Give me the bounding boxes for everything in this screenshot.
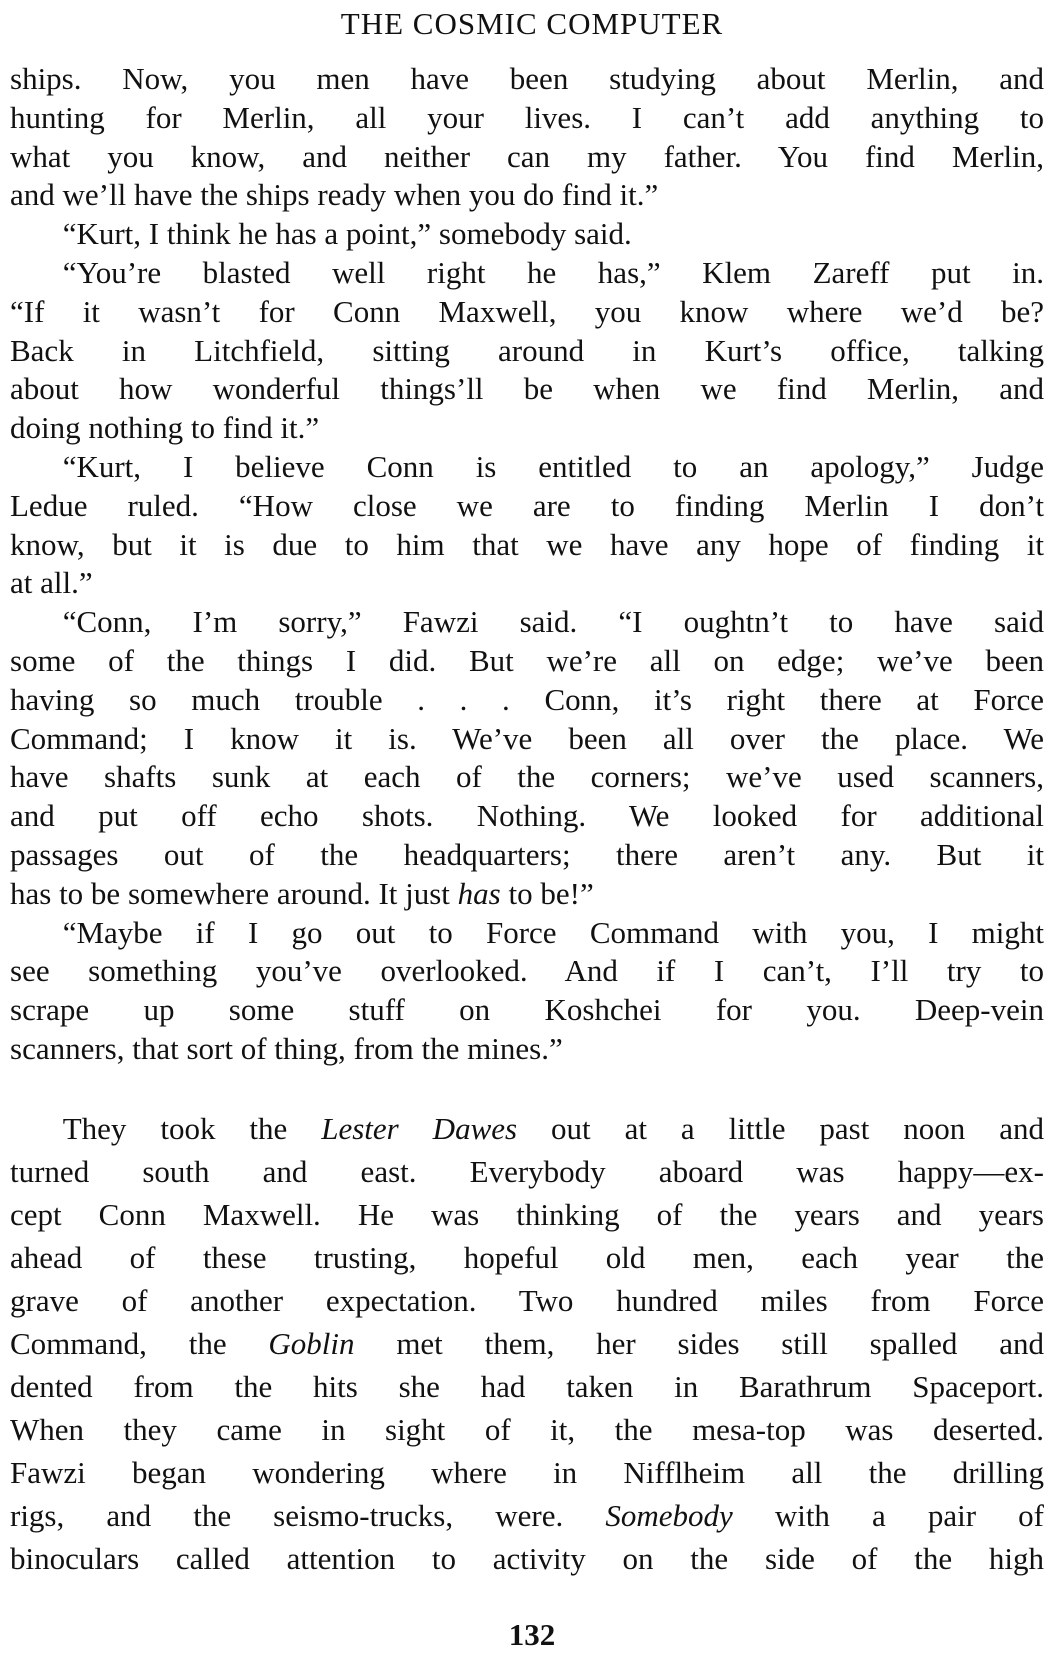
text-line: binoculars called attention to activity on the side of the high — [10, 1540, 1044, 1576]
text-line: rigs, and the seismo-trucks, were. Somebody with a pair of — [10, 1497, 1045, 1533]
text-line: at all.” — [10, 565, 93, 601]
text-line: “You’re blasted well right he has,” Klem Zareff put in. — [62, 254, 1044, 290]
text-line: ships. Now, you men have been studying about Merlin, and — [10, 61, 1044, 96]
text-line: some of the things I did. But we’re all on edge; we’ve been — [10, 642, 1044, 678]
text-line: They took the Lester Dawes out at a little past noon and — [62, 1110, 1045, 1146]
text-line: what you know, and neither can my father. You find Merlin, — [10, 138, 1044, 174]
text-line: dented from the hits she had taken in Barathrum Spaceport. — [10, 1368, 1044, 1404]
text-line: has to be somewhere around. It just has to be!” — [10, 875, 594, 911]
text-line: hunting for Merlin, all your lives. I can’t add anything to — [10, 99, 1044, 135]
text-line: Back in Litchfield, sitting around in Kurt’s office, talking — [10, 332, 1044, 368]
text-section-2 — [10, 1107, 1044, 1580]
text-line: and we’ll have the ships ready when you do find it.” — [10, 177, 659, 213]
running-head: THE COSMIC COMPUTER — [340, 6, 724, 41]
text-line: “Conn, I’m sorry,” Fawzi said. “I oughtn’t to have said — [62, 604, 1044, 640]
text-line: When they came in sight of it, the mesa-top was deserted. — [10, 1411, 1044, 1447]
text-line: “Kurt, I think he has a point,” somebody said. — [62, 216, 632, 252]
text-line: scanners, that sort of thing, from the mines.” — [10, 1030, 563, 1066]
text-line: about how wonderful things’ll be when we find Merlin, and — [10, 371, 1044, 407]
text-line: know, but it is due to him that we have any hope of finding it — [10, 526, 1044, 562]
body-text — [10, 60, 1044, 1580]
text-line: “Kurt, I believe Conn is entitled to an apology,” Judge — [62, 448, 1044, 484]
text-line: see something you’ve overlooked. And if I can’t, I’ll try to — [10, 953, 1044, 989]
text-line: “If it wasn’t for Conn Maxwell, you know where we’d be? — [10, 293, 1044, 329]
text-line: ahead of these trusting, hopeful old men, each year the — [10, 1239, 1044, 1275]
text-line: Command; I know it is. We’ve been all over the place. We — [10, 720, 1044, 756]
text-line: have shafts sunk at each of the corners; we’ve used scanners, — [10, 759, 1044, 795]
text-line: having so much trouble . . . Conn, it’s right there at Force — [10, 681, 1044, 717]
text-line: scrape up some stuff on Koshchei for you. Deep-vein — [10, 992, 1044, 1028]
page-number: 132 — [508, 1617, 556, 1652]
text-line: Command, the Goblin met them, her sides still spalled and — [10, 1325, 1044, 1361]
text-line: “Maybe if I go out to Force Command with you, I might — [62, 914, 1044, 950]
text-line: and put off echo shots. Nothing. We looked for additional — [10, 798, 1044, 834]
text-line: doing nothing to find it.” — [10, 410, 320, 446]
text-line: cept Conn Maxwell. He was thinking of the years and years — [10, 1196, 1044, 1232]
text-line: Ledue ruled. “How close we are to finding Merlin I don’t — [10, 487, 1044, 523]
text-line: turned south and east. Everybody aboard was happy—ex- — [10, 1153, 1044, 1189]
text-section-1 — [10, 60, 1044, 1069]
text-line: Fawzi began wondering where in Nifflheim all the drilling — [10, 1454, 1044, 1490]
text-line: passages out of the headquarters; there aren’t any. But it — [10, 836, 1044, 872]
text-line: grave of another expectation. Two hundred miles from Force — [10, 1282, 1044, 1318]
